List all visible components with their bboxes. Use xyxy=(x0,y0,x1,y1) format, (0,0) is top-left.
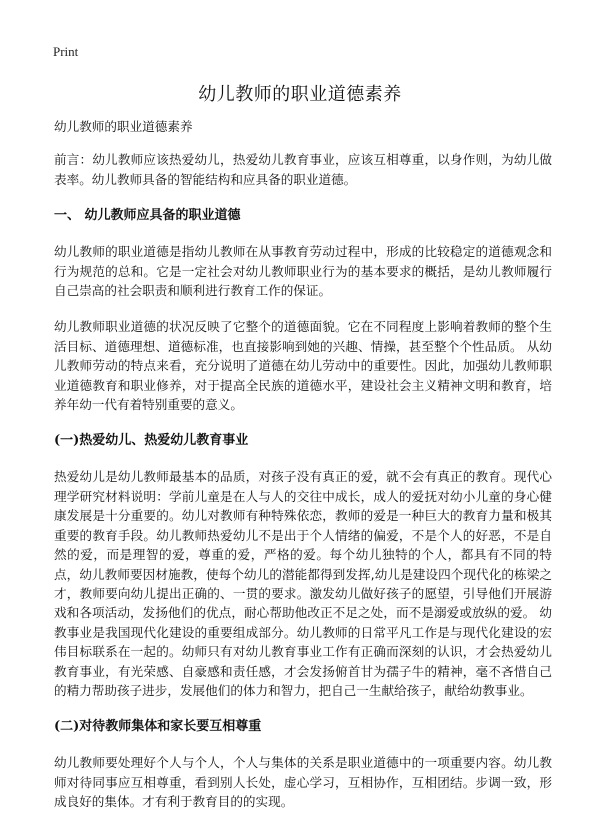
section1-paragraph-2: 幼儿教师职业道德的状况反映了它整个的道德面貌。它在不同程度上影响着教师的整个生活目标、道德理想、道德标准，也直接影响到她的兴趣、情操，甚至整个个性品质。 从幼儿教师劳动的特点来看，充分说明了道德在幼儿劳动中的重要性。因此，加强幼儿教师职业道德教育和职业修养，对于提高全民族的道德水平，建设社会主义精神文明和教育，培养年幼一代有着特别重要的意义。 xyxy=(54,319,552,413)
subsection-heading-1: (一)热爱幼儿、热爱幼儿教育事业 xyxy=(54,433,249,449)
subsection2-paragraph: 幼儿教师要处理好个人与个人，个人与集体的关系是职业道德中的一项重要内容。幼儿教师对待同事应互相尊重，看到别人长处，虚心学习，互相协作，互相团结。步调一致，形成良好的集体。才有利于教育目的的实现。 xyxy=(54,755,552,810)
subsection1-paragraph: 热爱幼儿是幼儿教师最基本的品质，对孩子没有真正的爱，就不会有真正的教育。现代心理学研究材料说明：学前儿童是在人与人的交往中成长，成人的爱抚对幼小儿童的身心健康发展是十分重要的。幼儿对教师有种特殊依恋，教师的爱是一种巨大的教育力量和极其重要的教育手段。幼儿教师热爱幼儿不是出于个人情绪的偏爱，不是个人的好恶，不是自然的爱，而是理智的爱，尊重的爱，严格的爱。每个幼儿独特的个人，都具有不同的特点，幼儿教师要因材施教，使每个幼儿的潜能都得到发挥,幼儿是建设四个现代化的栋梁之才，教师要向幼儿提出正确的、一贯的要求。激发幼儿做好孩子的愿望，引导他们开展游戏和各项活动，发扬他们的优点，耐心帮助他改正不足之处，而不是溺爱或放纵的爱。 幼教事业是我国现代化建设的重要组成部分。幼儿教师的日常平凡工作是与现代化建设的宏伟目标联系在一起的。幼师只有对幼儿教育事业工作有正确而深刻的认识，才会热爱幼儿教育事业，有光荣感、自豪感和责任感，才会发扬俯首甘为孺子牛的精神，毫不吝惜自己的精力帮助孩子进步，发展他们的体力和智力，把自己一生献给孩子，献给幼教事业。 xyxy=(54,469,552,698)
subsection-heading-2: (二)对待教师集体和家长要互相尊重 xyxy=(54,719,262,735)
section1-paragraph-1: 幼儿教师的职业道德是指幼儿教师在从事教育劳动过程中，形成的比较稳定的道德观念和行为规范的总和。它是一定社会对幼儿教师职业行为的基本要求的概括，是幼儿教师履行自己崇高的社会职责和顺利进行教育工作的保证。 xyxy=(54,244,552,299)
article-subtitle: 幼儿教师的职业道德素养 xyxy=(54,119,193,134)
article-body xyxy=(54,117,552,812)
page-title: 幼儿教师的职业道德素养 xyxy=(198,84,402,105)
section-heading-1: 一、 幼儿教师应具备的职业道德 xyxy=(54,208,241,224)
print-link[interactable]: Print xyxy=(53,44,79,59)
preface-paragraph: 前言：幼儿教师应该热爱幼儿，热爱幼儿教育事业，应该互相尊重，以身作则，为幼儿做表率。幼儿教师具备的智能结构和应具备的职业道德。 xyxy=(54,152,552,187)
